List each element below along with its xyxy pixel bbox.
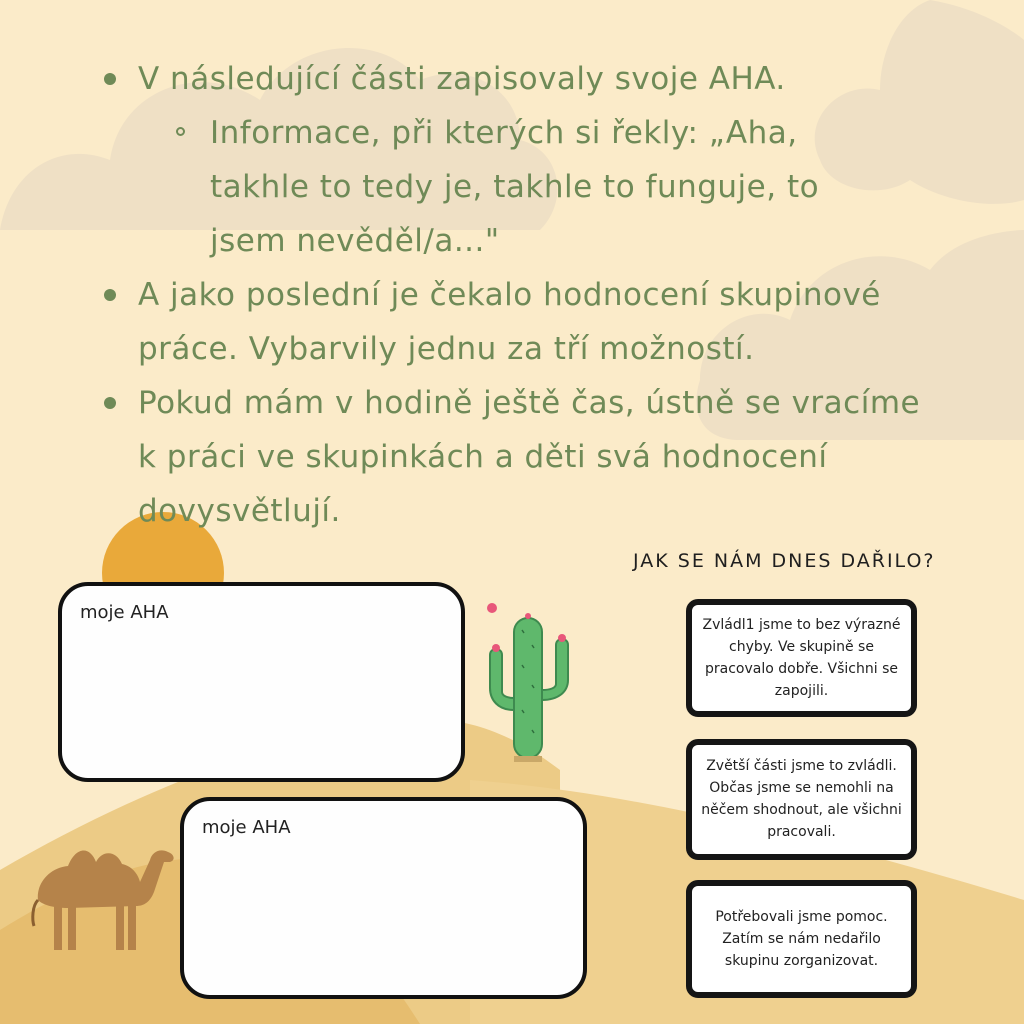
- bullet-line: A jako poslední je čekalo hodnocení skupinové: [138, 277, 881, 313]
- evaluation-card[interactable]: [686, 739, 917, 860]
- sub-bullet-ring: [176, 127, 185, 136]
- aha-box-label: moje AHA: [80, 602, 169, 623]
- bullet-dot: [104, 289, 116, 301]
- cactus-icon: [478, 600, 578, 765]
- bullet-list: [100, 52, 1000, 538]
- sub-bullet-line: Informace, při kterých si řekly: „Aha,: [210, 115, 798, 151]
- aha-box[interactable]: [180, 797, 587, 999]
- sub-bullet-line: takhle to tedy je, takhle to funguje, to: [210, 169, 820, 205]
- aha-box[interactable]: [58, 582, 465, 782]
- bullet-item: [100, 268, 1000, 376]
- bullet-item: [100, 52, 1000, 106]
- aha-box-label: moje AHA: [202, 817, 291, 838]
- evaluation-card-text: Zvětší části jsme to zvládli. Občas jsme se nemohli na něčem shodnout, ale všichni pracovali.: [701, 758, 902, 840]
- camel-icon: [28, 840, 178, 955]
- bullet-dot: [104, 73, 116, 85]
- evaluation-heading: JAK SE NÁM DNES DAŘILO?: [633, 550, 936, 572]
- bullet-line: dovysvětlují.: [138, 493, 341, 529]
- evaluation-card-text: Zvládl1 jsme to bez výrazné chyby. Ve skupině se pracovalo dobře. Všichni se zapojili.: [702, 617, 901, 699]
- bullet-item: [100, 376, 1000, 538]
- bullet-line: Pokud mám v hodině ještě čas, ústně se vracíme: [138, 385, 921, 421]
- bullet-text: V následující části zapisovaly svoje AHA.: [138, 61, 786, 97]
- evaluation-card-text: Potřebovali jsme pomoc. Zatím se nám nedařilo skupinu zorganizovat.: [715, 909, 888, 969]
- sub-bullet-line: jsem nevěděl/a...": [210, 223, 500, 259]
- bullet-line: k práci ve skupinkách a děti svá hodnocení: [138, 439, 828, 475]
- bullet-line: práce. Vybarvily jednu za tří možností.: [138, 331, 755, 367]
- sub-bullet-item: [100, 106, 910, 268]
- evaluation-card[interactable]: [686, 599, 917, 717]
- evaluation-card[interactable]: [686, 880, 917, 998]
- bullet-dot: [104, 397, 116, 409]
